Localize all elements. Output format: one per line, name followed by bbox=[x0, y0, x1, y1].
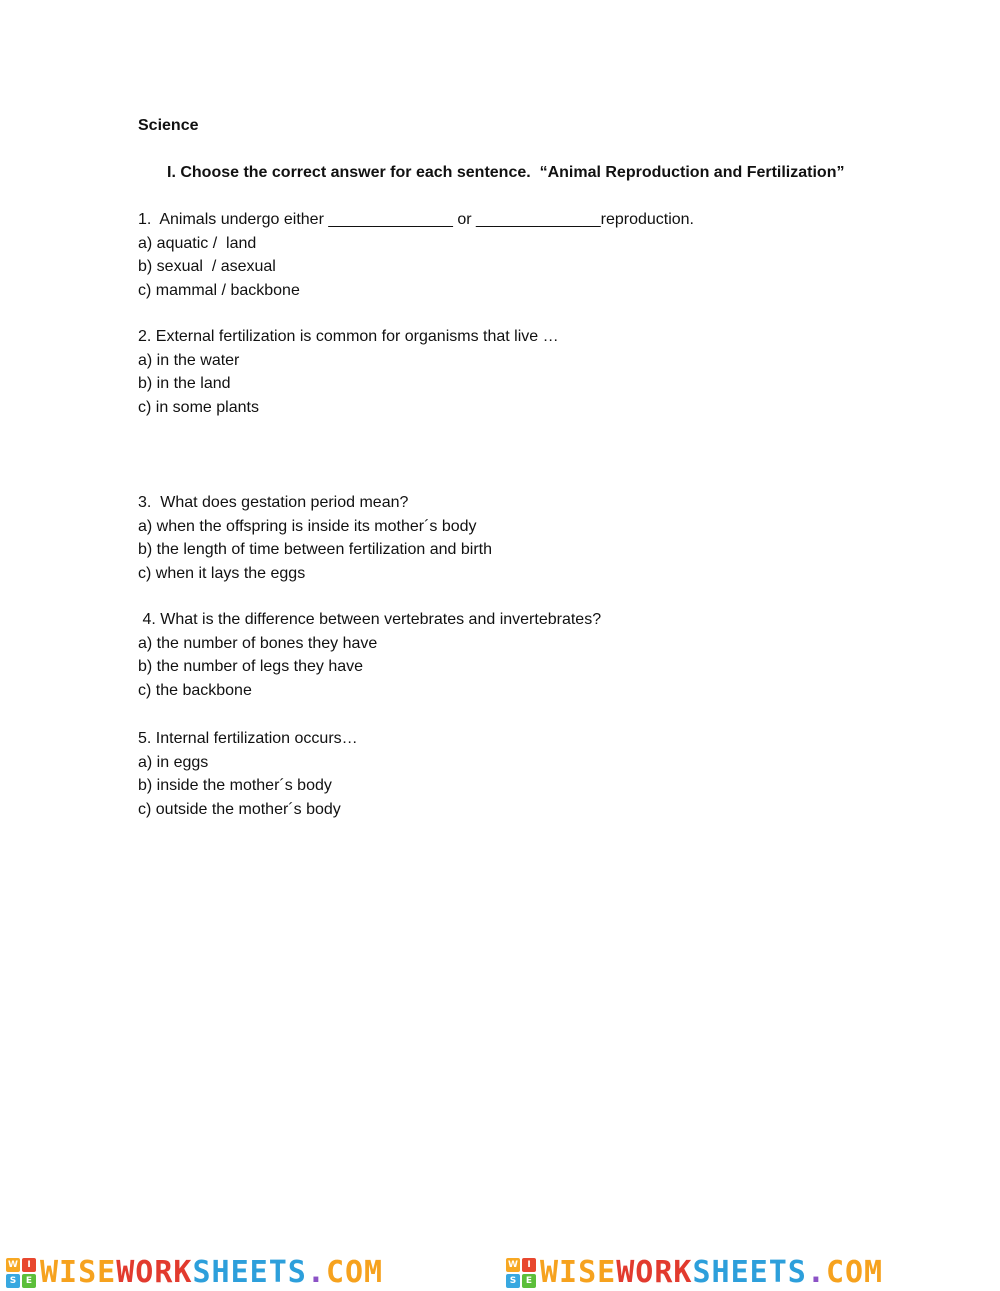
answer-option-c: c) in some plants bbox=[138, 398, 259, 416]
question-1 bbox=[138, 208, 694, 302]
logo-cube: I bbox=[522, 1258, 536, 1272]
question-stem: 3. What does gestation period mean? bbox=[138, 494, 409, 511]
logo-cube: E bbox=[522, 1274, 536, 1288]
answer-option-b: b) inside the mother´s body bbox=[138, 777, 332, 795]
answer-option-a: a) when the offspring is inside its mother´s body bbox=[138, 517, 477, 535]
answer-option-a: a) the number of bones they have bbox=[138, 634, 378, 652]
subject-title: Science bbox=[138, 117, 199, 134]
question-3 bbox=[138, 491, 492, 585]
brand-part: COM bbox=[825, 1255, 884, 1290]
brand-text bbox=[40, 1255, 383, 1291]
question-stem: 4. What is the difference between vertebrates and invertebrates? bbox=[138, 611, 602, 628]
brand-part: WORK bbox=[116, 1255, 193, 1290]
answer-option-b: b) the number of legs they have bbox=[138, 658, 364, 676]
question-4 bbox=[138, 608, 601, 702]
question-2 bbox=[138, 325, 559, 419]
logo-icon bbox=[6, 1258, 36, 1288]
question-5 bbox=[138, 727, 358, 821]
footer-watermark bbox=[0, 1255, 1000, 1291]
brand-watermark bbox=[0, 1255, 500, 1291]
answer-option-a: a) in eggs bbox=[138, 753, 209, 771]
question-stem: 5. Internal fertilization occurs… bbox=[138, 730, 358, 747]
answer-option-a: a) in the water bbox=[138, 351, 240, 369]
logo-cube: W bbox=[506, 1258, 520, 1272]
answer-option-b: b) in the land bbox=[138, 375, 231, 393]
brand-part: COM bbox=[325, 1255, 384, 1290]
logo-cube: E bbox=[22, 1274, 36, 1288]
brand-part: SHEETS bbox=[692, 1255, 807, 1290]
brand-watermark bbox=[500, 1255, 1000, 1291]
brand-part: . bbox=[806, 1255, 826, 1290]
logo-cube: S bbox=[506, 1274, 520, 1288]
answer-option-c: c) outside the mother´s body bbox=[138, 800, 341, 818]
brand-part: WISE bbox=[540, 1255, 617, 1290]
answer-option-c: c) the backbone bbox=[138, 681, 252, 699]
instruction-heading: I. Choose the correct answer for each sentence. “Animal Reproduction and Fertilization” bbox=[167, 164, 845, 181]
brand-part: WORK bbox=[616, 1255, 693, 1290]
brand-part: WISE bbox=[40, 1255, 117, 1290]
answer-option-a: a) aquatic / land bbox=[138, 234, 257, 252]
brand-part: SHEETS bbox=[192, 1255, 307, 1290]
brand-part: . bbox=[306, 1255, 326, 1290]
answer-option-b: b) sexual / asexual bbox=[138, 258, 276, 276]
question-stem: 1. Animals undergo either ______________ or ______________reproduction. bbox=[138, 211, 694, 228]
answer-option-b: b) the length of time between fertilization and birth bbox=[138, 541, 492, 559]
brand-text bbox=[540, 1255, 883, 1291]
answer-option-c: c) when it lays the eggs bbox=[138, 564, 306, 582]
logo-icon bbox=[506, 1258, 536, 1288]
logo-cube: W bbox=[6, 1258, 20, 1272]
logo-cube: I bbox=[22, 1258, 36, 1272]
question-stem: 2. External fertilization is common for organisms that live … bbox=[138, 328, 559, 345]
answer-option-c: c) mammal / backbone bbox=[138, 281, 300, 299]
logo-cube: S bbox=[6, 1274, 20, 1288]
